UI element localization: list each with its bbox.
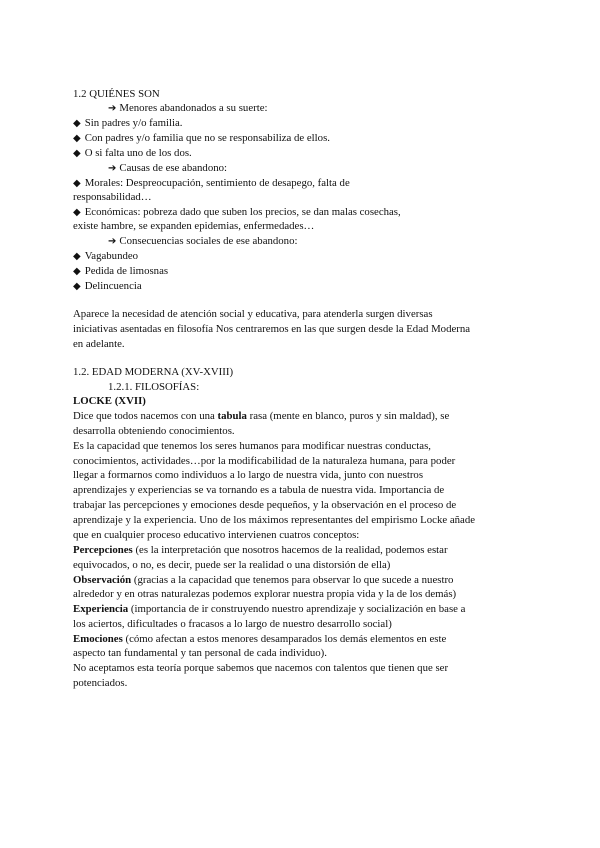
bullet-economicas: ◆ Económicas: pobreza dado que suben los precios, se dan malas cosechas, [73, 205, 401, 220]
paragraph-line: equivocados, o no, es decir, puede ser la realidad o una distorsión de ella) [73, 559, 391, 571]
bullet-item: ◆ Sin padres y/o familia. [73, 116, 182, 131]
subheading-menores: ➔ Menores abandonados a su suerte: [108, 102, 268, 114]
paragraph-line: Aparece la necesidad de atención social y educativa, para atenderla surgen diversas [73, 308, 433, 320]
paragraph-line: Dice que todos nacemos con una tabula rasa (mente en blanco, puros y sin maldad), se [73, 410, 450, 422]
paragraph-line: llegar a formarnos como individuos a lo largo de nuestra vida, junto con nuestros [73, 469, 424, 481]
paragraph-line: alrededor y en otras naturalezas podemos explorar nuestra propia vida y la de los demás) [73, 588, 457, 600]
paragraph-line: los aciertos, dificultades o fracasos a lo largo de nuestro desarrollo social) [73, 618, 392, 630]
concept-observacion: Observación (gracias a la capacidad que tenemos para observar lo que sucede a nuestro [73, 574, 454, 586]
paragraph-line: potenciados. [73, 677, 128, 689]
bullet-item: ◆ Con padres y/o familia que no se responsabiliza de ellos. [73, 131, 330, 146]
arrow-icon: ➔ [108, 236, 117, 247]
bullet-morales-cont: responsabilidad… [73, 191, 152, 203]
paragraph-line: iniciativas asentadas en filosofía Nos centraremos en las que surgen desde la Edad Moderna [73, 323, 471, 335]
paragraph-line: desarrolla obteniendo conocimientos. [73, 425, 235, 437]
concept-experiencia: Experiencia (importancia de ir construyendo nuestro aprendizaje y socialización en base a [73, 603, 466, 615]
paragraph-line: No aceptamos esta teoría porque sabemos que nacemos con talentos que tienen que ser [73, 662, 449, 674]
paragraph-line: Es la capacidad que tenemos los seres humanos para modificar nuestras conductas, [73, 440, 431, 452]
concept-percepciones: Percepciones (es la interpretación que nosotros hacemos de la realidad, podemos estar [73, 544, 448, 556]
bullet-item: ◆ O si falta uno de los dos. [73, 146, 192, 161]
heading-locke: LOCKE (XVII) [73, 395, 146, 407]
paragraph-line: que en cualquier proceso educativo intervienen cuatros conceptos: [73, 529, 360, 541]
bullet-item: ◆ Pedida de limosnas [73, 264, 168, 279]
arrow-icon: ➔ [108, 103, 117, 114]
heading-quienes-son: 1.2 QUIÉNES SON [73, 88, 160, 100]
paragraph-line: aprendizajes y experiencias se va tornando es a tabula de nuestra vida. Importancia de [73, 484, 445, 496]
paragraph-line: en adelante. [73, 338, 125, 350]
paragraph-line: trabajar las percepciones y emociones desde pequeños, y la observación en el proceso de [73, 499, 457, 511]
bullet-item: ◆ Delincuencia [73, 279, 142, 294]
subheading-consecuencias: ➔ Consecuencias sociales de ese abandono: [108, 235, 298, 247]
paragraph-line: aspecto tan fundamental y tan personal de cada individuo). [73, 647, 327, 659]
subheading-filosofias: 1.2.1. FILOSOFÍAS: [108, 381, 200, 393]
paragraph-line: conocimientos, actividades…por la modificabilidad de la naturaleza humana, para poder [73, 455, 456, 467]
bullet-economicas-cont: existe hambre, se expanden epidemias, enfermedades… [73, 220, 315, 232]
concept-emociones: Emociones (cómo afectan a estos menores desamparados los demás elementos en este [73, 633, 447, 645]
bullet-item: ◆ Vagabundeo [73, 249, 138, 264]
arrow-icon: ➔ [108, 163, 117, 174]
heading-edad-moderna: 1.2. EDAD MODERNA (XV-XVIII) [73, 366, 234, 378]
subheading-causas: ➔ Causas de ese abandono: [108, 162, 228, 174]
paragraph-line: aprendizaje y la experiencia. Uno de los máximos representantes del empirismo Locke añade [73, 514, 476, 526]
bullet-morales: ◆ Morales: Despreocupación, sentimiento de desapego, falta de [73, 176, 350, 191]
